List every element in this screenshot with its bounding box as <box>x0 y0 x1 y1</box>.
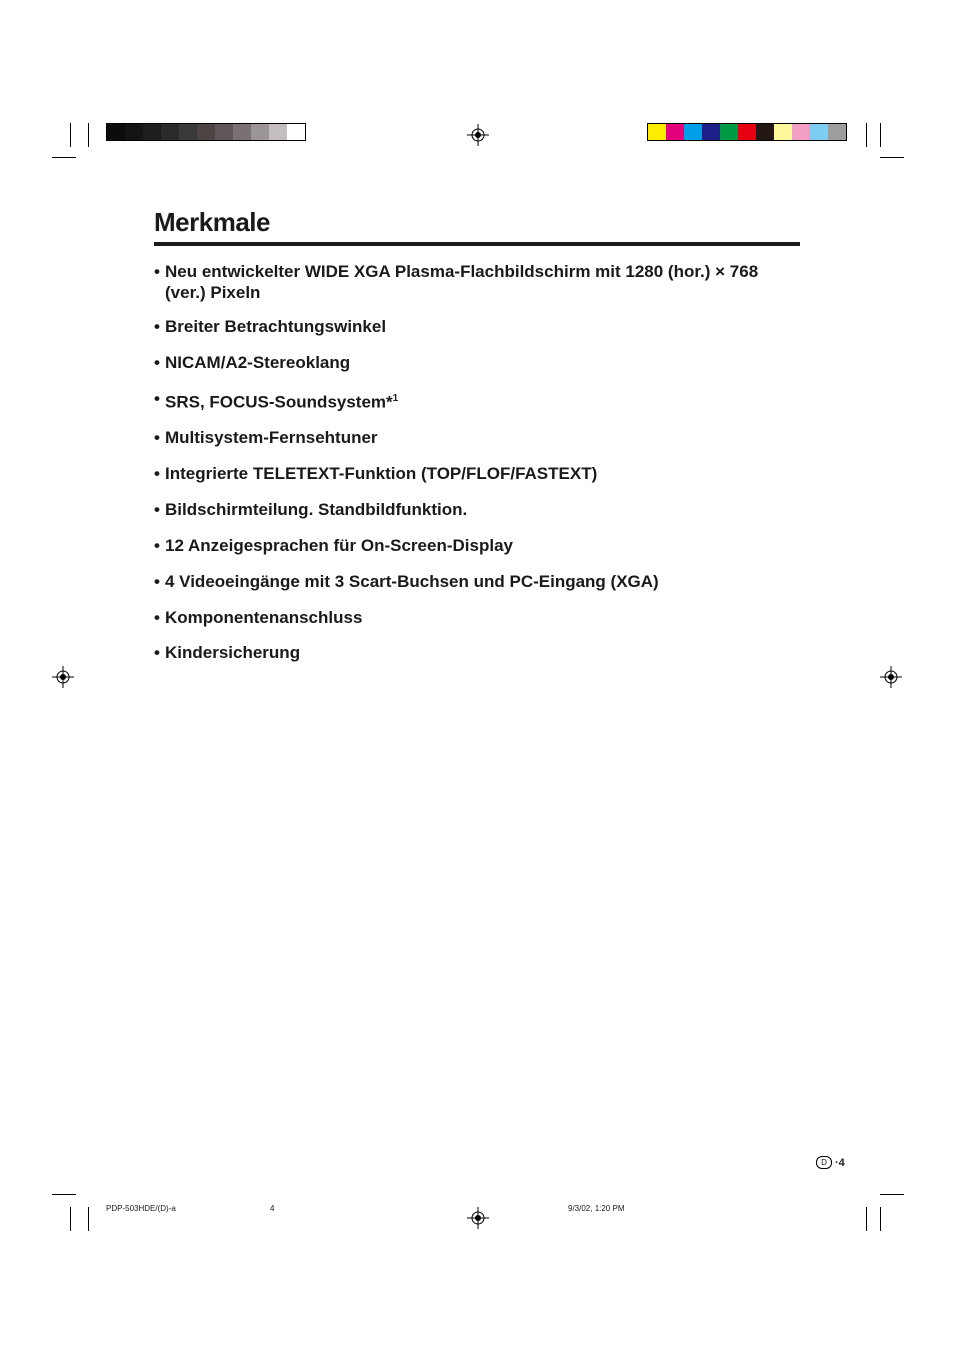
color-swatch <box>215 124 233 140</box>
color-swatch <box>738 124 756 140</box>
feature-text <box>154 261 774 303</box>
color-swatch <box>287 124 305 140</box>
feature-text <box>154 499 774 520</box>
feature-text <box>154 571 774 592</box>
color-swatch <box>197 124 215 140</box>
feature-item <box>154 463 774 484</box>
feature-item <box>154 642 774 663</box>
registration-mark-icon <box>52 666 74 688</box>
feature-text <box>154 316 774 337</box>
feature-label: Komponentenanschluss <box>165 608 363 627</box>
crop-mark <box>866 123 867 147</box>
bullet: • <box>154 572 160 591</box>
crop-mark <box>88 123 89 147</box>
color-swatch <box>774 124 792 140</box>
slug-date: 9/3/02, 1:20 PM <box>568 1204 625 1213</box>
color-swatch <box>125 124 143 140</box>
feature-item <box>154 607 774 628</box>
bullet: • <box>154 464 160 483</box>
feature-text <box>154 607 774 628</box>
bullet: • <box>154 536 160 555</box>
feature-label: 12 Anzeigesprachen für On-Screen-Display <box>165 536 513 555</box>
bullet: • <box>154 317 160 336</box>
feature-label: 4 Videoeingänge mit 3 Scart-Buchsen und PC-Eingang (XGA) <box>165 572 659 591</box>
bullet: • <box>154 643 160 662</box>
feature-item <box>154 427 774 448</box>
crop-mark <box>70 123 71 147</box>
registration-mark-icon <box>467 124 489 146</box>
crop-mark <box>52 1194 76 1195</box>
crop-mark <box>70 1207 71 1231</box>
feature-item <box>154 499 774 520</box>
crop-mark <box>880 157 904 158</box>
feature-label: Neu entwickelter WIDE XGA Plasma-Flachbildschirm mit 1280 (hor.) × 768 (ver.) Pixeln <box>165 262 759 302</box>
feature-label: Multisystem-Fernsehtuner <box>165 428 378 447</box>
crop-mark <box>52 157 76 158</box>
feature-item <box>154 571 774 592</box>
color-swatch <box>810 124 828 140</box>
color-swatch <box>684 124 702 140</box>
color-swatch <box>666 124 684 140</box>
color-swatch <box>233 124 251 140</box>
crop-mark <box>880 1194 904 1195</box>
bullet: • <box>154 389 160 408</box>
crop-mark <box>880 1207 881 1231</box>
feature-item <box>154 261 774 303</box>
feature-item <box>154 535 774 556</box>
color-swatch <box>143 124 161 140</box>
bullet: • <box>154 608 160 627</box>
feature-text <box>154 427 774 448</box>
feature-text <box>154 388 774 413</box>
color-swatch <box>756 124 774 140</box>
feature-item <box>154 352 774 373</box>
feature-item <box>154 316 774 337</box>
color-swatch <box>161 124 179 140</box>
page-number-text: ·4 <box>835 1156 845 1169</box>
slug-file: PDP-503HDE/(D)-a <box>106 1204 176 1213</box>
feature-label: Breiter Betrachtungswinkel <box>165 317 387 336</box>
feature-label: SRS, FOCUS-Soundsystem* <box>165 392 393 412</box>
feature-label: Kindersicherung <box>165 643 301 662</box>
color-swatch <box>720 124 738 140</box>
grayscale-bar <box>106 123 306 141</box>
title-rule <box>154 242 800 246</box>
bullet: • <box>154 500 160 519</box>
registration-mark-icon <box>880 666 902 688</box>
color-bar <box>647 123 847 141</box>
page-title: Merkmale <box>154 207 270 237</box>
slug-page: 4 <box>270 1204 275 1213</box>
feature-text <box>154 535 774 556</box>
color-swatch <box>107 124 125 140</box>
crop-mark <box>866 1207 867 1231</box>
color-swatch <box>251 124 269 140</box>
registration-mark-icon <box>467 1207 489 1229</box>
language-mark: D <box>816 1156 832 1169</box>
feature-label: NICAM/A2-Stereoklang <box>165 353 351 372</box>
bullet: • <box>154 353 160 372</box>
color-swatch <box>702 124 720 140</box>
feature-text <box>154 642 774 663</box>
footnote-marker: 1 <box>392 393 399 404</box>
bullet: • <box>154 262 160 281</box>
feature-text <box>154 463 774 484</box>
color-swatch <box>179 124 197 140</box>
feature-label: Bildschirmteilung. Standbildfunktion. <box>165 500 468 519</box>
crop-mark <box>880 123 881 147</box>
crop-mark <box>88 1207 89 1231</box>
color-swatch <box>792 124 810 140</box>
color-swatch <box>828 124 846 140</box>
feature-text <box>154 352 774 373</box>
feature-label: Integrierte TELETEXT-Funktion (TOP/FLOF/FASTEXT) <box>165 464 598 483</box>
color-swatch <box>648 124 666 140</box>
bullet: • <box>154 428 160 447</box>
feature-item <box>154 388 774 413</box>
color-swatch <box>269 124 287 140</box>
page-number <box>816 1156 845 1169</box>
